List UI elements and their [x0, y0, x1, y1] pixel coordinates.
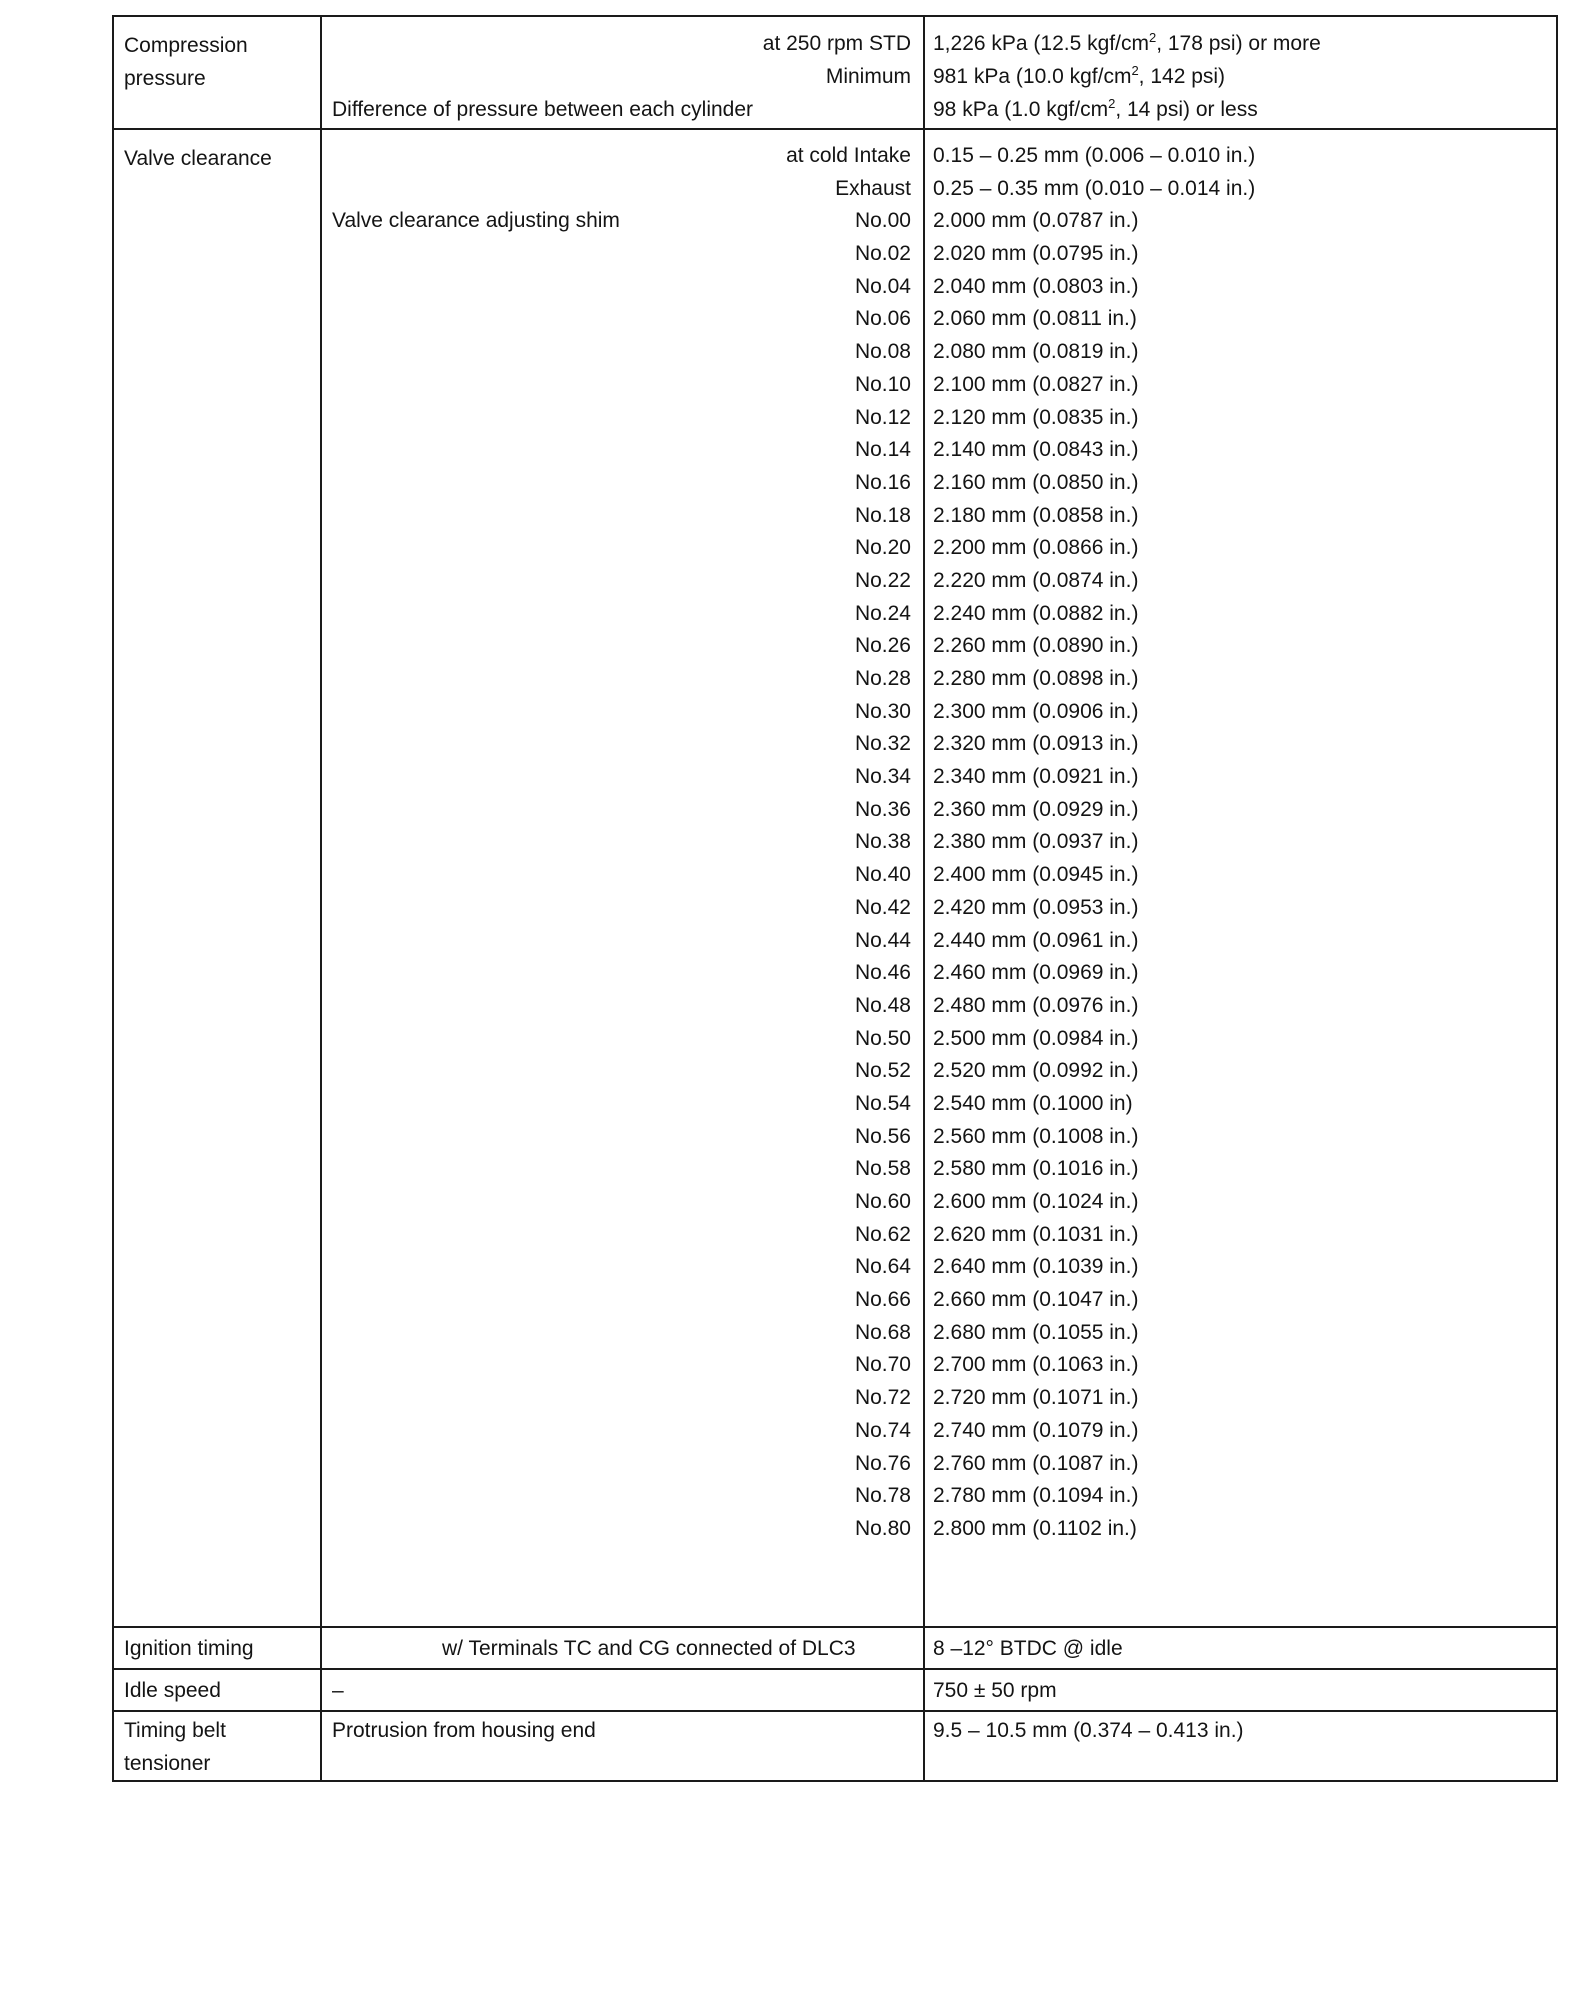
idle-speed-conditions	[322, 1670, 925, 1710]
shim-thickness: 2.540 mm (0.1000 in)	[933, 1091, 1133, 1115]
shim-number: No.30	[854, 699, 911, 723]
timing-belt-values	[925, 1712, 1556, 1780]
compression-row	[114, 17, 1556, 128]
shim-thickness: 2.220 mm (0.0874 in.)	[933, 568, 1139, 592]
shim-label: Valve clearance adjusting shim	[332, 209, 620, 233]
compression-val-diff: 98 kPa (1.0 kgf/$cm^2$, 14 psi) or less	[933, 96, 1258, 121]
valve-clearance-row	[114, 128, 1556, 1626]
valve-clearance-label: Valve clearance	[114, 130, 322, 1626]
idle-speed-row	[114, 1668, 1556, 1710]
shim-number: No.74	[854, 1418, 911, 1442]
shim-thickness: 2.040 mm (0.0803 in.)	[933, 274, 1139, 298]
shim-thickness: 2.720 mm (0.1071 in.)	[933, 1386, 1139, 1410]
valve-val-intake: 0.15 – 0.25 mm (0.006 – 0.010 in.)	[933, 144, 1256, 167]
shim-number: No.52	[854, 1059, 911, 1083]
compression-cond-std: at 250 rpm STD	[762, 32, 911, 55]
shim-number: No.70	[854, 1353, 911, 1377]
shim-thickness: 2.320 mm (0.0913 in.)	[933, 732, 1139, 756]
compression-values	[925, 17, 1556, 128]
ignition-timing-row	[114, 1626, 1556, 1668]
belt-cond: Protrusion from housing end	[332, 1719, 596, 1742]
shim-thickness: 2.520 mm (0.0992 in.)	[933, 1059, 1139, 1083]
shim-thickness: 2.660 mm (0.1047 in.)	[933, 1288, 1139, 1312]
shim-number: No.54	[854, 1091, 911, 1115]
valve-val-exhaust: 0.25 – 0.35 mm (0.010 – 0.014 in.)	[933, 176, 1256, 200]
shim-thickness: 2.360 mm (0.0929 in.)	[933, 797, 1139, 821]
shim-number: No.76	[854, 1451, 911, 1475]
ignition-cond: w/ Terminals TC and CG connected of DLC3	[442, 1637, 856, 1660]
shim-thickness: 2.560 mm (0.1008 in.)	[933, 1124, 1139, 1148]
shim-thickness: 2.140 mm (0.0843 in.)	[933, 438, 1139, 462]
ignition-val: 8 –12° BTDC @ idle	[933, 1637, 1123, 1660]
shim-number: No.48	[854, 993, 911, 1017]
shim-number: No.12	[854, 405, 911, 429]
ignition-timing-conditions	[322, 1628, 925, 1668]
shim-thickness: 2.340 mm (0.0921 in.)	[933, 765, 1139, 789]
shim-number: No.46	[854, 961, 911, 985]
shim-number: No.32	[854, 732, 911, 756]
shim-thickness: 2.580 mm (0.1016 in.)	[933, 1157, 1139, 1181]
shim-thickness: 2.120 mm (0.0835 in.)	[933, 405, 1139, 429]
shim-number: No.00	[854, 209, 911, 233]
shim-number: No.64	[854, 1255, 911, 1279]
shim-thickness: 2.640 mm (0.1039 in.)	[933, 1255, 1139, 1279]
shim-number: No.36	[854, 797, 911, 821]
timing-belt-label: Timing belt tensioner	[114, 1712, 322, 1780]
shim-thickness: 2.420 mm (0.0953 in.)	[933, 895, 1139, 919]
shim-number: No.04	[854, 274, 911, 298]
shim-thickness: 2.480 mm (0.0976 in.)	[933, 993, 1139, 1017]
shim-number: No.14	[854, 438, 911, 462]
shim-thickness: 2.240 mm (0.0882 in.)	[933, 601, 1139, 625]
shim-number: No.68	[854, 1320, 911, 1344]
shim-number: No.20	[854, 536, 911, 560]
shim-thickness: 2.160 mm (0.0850 in.)	[933, 470, 1139, 494]
valve-clearance-values	[925, 130, 1556, 1626]
shim-thickness: 2.740 mm (0.1079 in.)	[933, 1418, 1139, 1442]
compression-val-std: 1,226 kPa (12.5 kgf/$cm^2$, 178 psi) or more	[933, 30, 1321, 55]
idle-cond: –	[332, 1679, 344, 1702]
shim-thickness: 2.460 mm (0.0969 in.)	[933, 961, 1139, 985]
shim-number: No.78	[854, 1484, 911, 1508]
shim-thickness: 2.180 mm (0.0858 in.)	[933, 503, 1139, 527]
compression-val-min: 981 kPa (10.0 kgf/$cm^2$, 142 psi)	[933, 63, 1226, 88]
compression-label: Compression pressure	[114, 17, 322, 128]
shim-number: No.62	[854, 1222, 911, 1246]
valve-cond-exhaust: Exhaust	[835, 176, 911, 200]
shim-number: No.16	[854, 470, 911, 494]
shim-number: No.72	[854, 1386, 911, 1410]
shim-thickness: 2.200 mm (0.0866 in.)	[933, 536, 1139, 560]
shim-number: No.10	[854, 372, 911, 396]
shim-number: No.40	[854, 863, 911, 887]
shim-number: No.06	[854, 307, 911, 331]
belt-val: 9.5 – 10.5 mm (0.374 – 0.413 in.)	[933, 1719, 1244, 1742]
valve-clearance-conditions	[322, 130, 925, 1626]
shim-number: No.38	[854, 830, 911, 854]
compression-cond-diff: Difference of pressure between each cylinder	[332, 98, 754, 121]
shim-number: No.58	[854, 1157, 911, 1181]
compression-cond-min: Minimum	[825, 65, 911, 88]
shim-thickness: 2.400 mm (0.0945 in.)	[933, 863, 1139, 887]
shim-number: No.18	[854, 503, 911, 527]
shim-number: No.34	[854, 765, 911, 789]
shim-thickness: 2.600 mm (0.1024 in.)	[933, 1190, 1139, 1213]
compression-conditions	[322, 17, 925, 128]
shim-thickness: 2.380 mm (0.0937 in.)	[933, 830, 1139, 854]
shim-thickness: 2.500 mm (0.0984 in.)	[933, 1026, 1139, 1050]
shim-thickness: 2.440 mm (0.0961 in.)	[933, 928, 1139, 952]
shim-thickness: 2.100 mm (0.0827 in.)	[933, 372, 1139, 396]
idle-val: 750 ± 50 rpm	[933, 1679, 1057, 1702]
shim-thickness: 2.700 mm (0.1063 in.)	[933, 1353, 1139, 1377]
timing-belt-conditions	[322, 1712, 925, 1780]
shim-thickness: 2.680 mm (0.1055 in.)	[933, 1320, 1139, 1344]
ignition-timing-label: Ignition timing	[114, 1628, 322, 1668]
shim-number: No.02	[854, 242, 911, 266]
shim-thickness: 2.620 mm (0.1031 in.)	[933, 1222, 1139, 1246]
shim-thickness: 2.800 mm (0.1102 in.)	[933, 1516, 1137, 1540]
timing-belt-row	[114, 1710, 1556, 1780]
shim-thickness: 2.000 mm (0.0787 in.)	[933, 209, 1139, 233]
ignition-timing-values	[925, 1628, 1556, 1668]
valve-cond-intake: at cold Intake	[786, 144, 911, 167]
shim-number: No.42	[854, 895, 911, 919]
shim-number: No.08	[854, 340, 911, 364]
shim-thickness: 2.280 mm (0.0898 in.)	[933, 667, 1139, 690]
shim-thickness: 2.060 mm (0.0811 in.)	[933, 307, 1137, 331]
shim-number: No.80	[854, 1516, 911, 1540]
shim-number: No.24	[854, 601, 911, 625]
shim-number: No.50	[854, 1026, 911, 1050]
shim-thickness: 2.300 mm (0.0906 in.)	[933, 699, 1139, 723]
shim-number: No.28	[854, 667, 911, 690]
shim-number: No.66	[854, 1288, 911, 1312]
shim-thickness: 2.780 mm (0.1094 in.)	[933, 1484, 1139, 1508]
shim-thickness: 2.260 mm (0.0890 in.)	[933, 634, 1139, 658]
shim-thickness: 2.760 mm (0.1087 in.)	[933, 1451, 1139, 1475]
spec-table	[112, 15, 1558, 1782]
idle-speed-values	[925, 1670, 1556, 1710]
shim-thickness: 2.080 mm (0.0819 in.)	[933, 340, 1139, 364]
shim-number: No.22	[854, 568, 911, 592]
shim-number: No.56	[854, 1124, 911, 1148]
shim-number: No.26	[854, 634, 911, 658]
idle-speed-label: Idle speed	[114, 1670, 322, 1710]
shim-number: No.60	[854, 1190, 911, 1213]
shim-number: No.44	[854, 928, 911, 952]
shim-thickness: 2.020 mm (0.0795 in.)	[933, 242, 1139, 266]
